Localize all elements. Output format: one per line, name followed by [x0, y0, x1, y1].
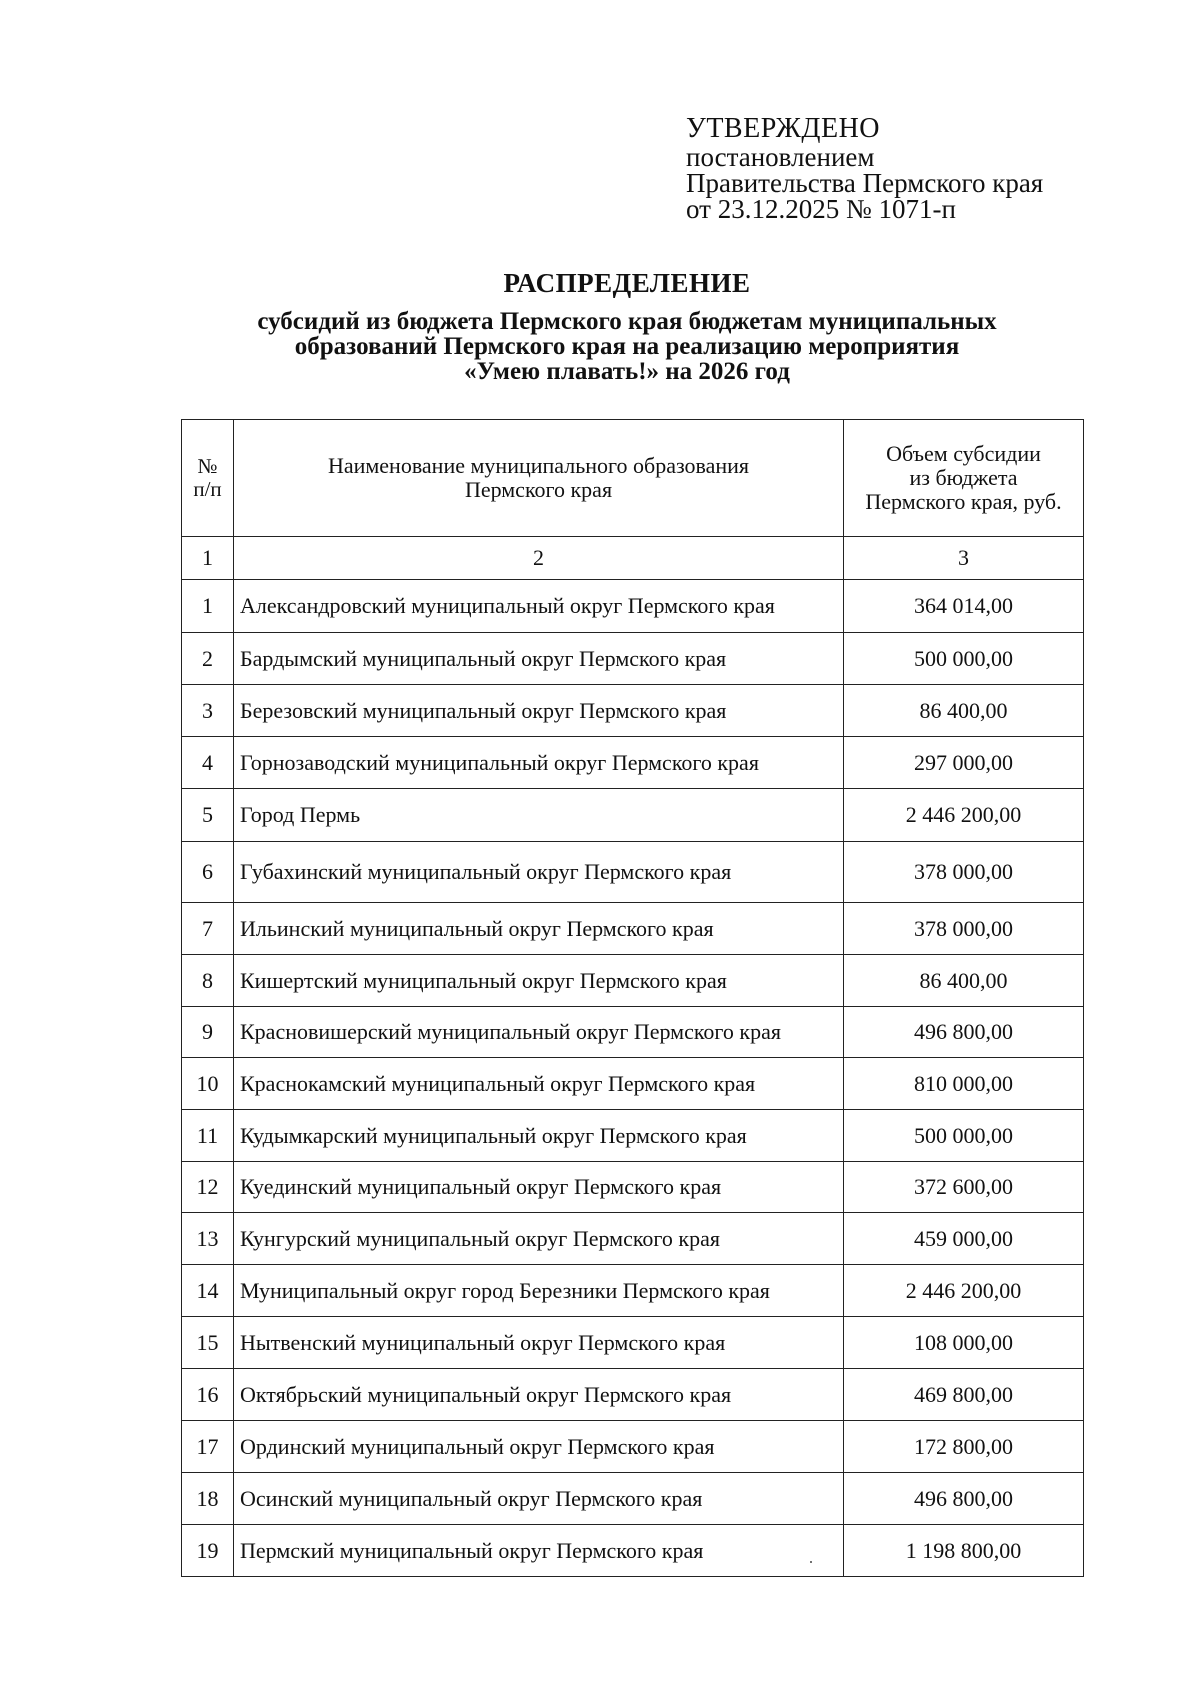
approval-line-1: постановлением [686, 142, 875, 172]
table-row [182, 1007, 1084, 1058]
header-amount-line-3: Пермского края, руб. [865, 489, 1062, 514]
municipality-name: Осинский муниципальный округ Пермского края [234, 1473, 844, 1525]
row-number: 7 [182, 903, 234, 955]
subtitle-line-3: «Умею плавать!» на 2026 год [464, 358, 790, 385]
row-number: 19 [182, 1525, 234, 1577]
row-number: 6 [182, 842, 234, 903]
municipality-name: Город Пермь [234, 789, 844, 842]
row-number: 18 [182, 1473, 234, 1525]
header-amount [844, 420, 1084, 537]
header-number-line-1: № [197, 454, 218, 478]
approval-block [686, 114, 1043, 222]
table-row [182, 842, 1084, 903]
table-row [182, 1525, 1084, 1577]
row-number: 13 [182, 1213, 234, 1265]
table-row [182, 1317, 1084, 1369]
table-header-row [182, 420, 1084, 537]
row-number: 9 [182, 1007, 234, 1058]
column-number-row [182, 537, 1084, 580]
table-row [182, 1473, 1084, 1525]
column-number: 2 [234, 537, 844, 580]
subsidy-amount: 500 000,00 [844, 1110, 1084, 1162]
subtitle-line-2: образований Пермского края на реализацию мероприятия [294, 333, 960, 360]
approval-stamp: УТВЕРЖДЕНО [686, 113, 881, 144]
subsidy-amount: 459 000,00 [844, 1213, 1084, 1265]
municipality-name: Бардымский муниципальный округ Пермского края [234, 633, 844, 685]
row-number: 17 [182, 1421, 234, 1473]
municipality-name: Муниципальный округ город Березники Пермского края [234, 1265, 844, 1317]
header-amount-line-2: из бюджета [909, 465, 1018, 490]
subsidy-table [181, 419, 1084, 1577]
municipality-name: Красновишерский муниципальный округ Пермского края [234, 1007, 844, 1058]
row-number: 15 [182, 1317, 234, 1369]
municipality-name: Ординский муниципальный округ Пермского края [234, 1421, 844, 1473]
header-municipality-line-2: Пермского края [464, 477, 613, 502]
subsidy-amount: 297 000,00 [844, 737, 1084, 789]
table-row [182, 789, 1084, 842]
table-row [182, 1265, 1084, 1317]
table-row [182, 737, 1084, 789]
municipality-name: Пермский муниципальный округ Пермского края [234, 1525, 844, 1577]
table-row [182, 685, 1084, 737]
row-number: 11 [182, 1110, 234, 1162]
table-row [182, 1213, 1084, 1265]
scan-mark [810, 1561, 812, 1563]
row-number: 3 [182, 685, 234, 737]
table-row [182, 633, 1084, 685]
subsidy-amount: 172 800,00 [844, 1421, 1084, 1473]
municipality-name: Александровский муниципальный округ Пермского края [234, 580, 844, 633]
subtitle-line-1: субсидий из бюджета Пермского края бюджетам муниципальных [257, 308, 997, 335]
table-row [182, 955, 1084, 1007]
approval-line-3: от 23.12.2025 № 1071-п [686, 194, 956, 224]
municipality-name: Краснокамский муниципальный округ Пермского края [234, 1058, 844, 1110]
header-municipality [234, 420, 844, 537]
row-number: 8 [182, 955, 234, 1007]
subsidy-amount: 496 800,00 [844, 1007, 1084, 1058]
municipality-name: Березовский муниципальный округ Пермского края [234, 685, 844, 737]
row-number: 12 [182, 1162, 234, 1213]
approval-line-2: Правительства Пермского края [686, 168, 1044, 198]
header-amount-line-1: Объем субсидии [886, 441, 1041, 466]
row-number: 16 [182, 1369, 234, 1421]
document-subtitle [150, 309, 1104, 384]
subsidy-amount: 108 000,00 [844, 1317, 1084, 1369]
table-row [182, 1162, 1084, 1213]
subsidy-amount: 1 198 800,00 [844, 1525, 1084, 1577]
table-row [182, 580, 1084, 633]
municipality-name: Горнозаводский муниципальный округ Пермского края [234, 737, 844, 789]
municipality-name: Нытвенский муниципальный округ Пермского края [234, 1317, 844, 1369]
table-row [182, 1369, 1084, 1421]
municipality-name: Кунгурский муниципальный округ Пермского края [234, 1213, 844, 1265]
header-number [182, 420, 234, 537]
document-title: РАСПРЕДЕЛЕНИЕ [503, 268, 751, 298]
subsidy-amount: 378 000,00 [844, 903, 1084, 955]
subsidy-amount: 372 600,00 [844, 1162, 1084, 1213]
municipality-name: Губахинский муниципальный округ Пермского края [234, 842, 844, 903]
municipality-name: Октябрьский муниципальный округ Пермского края [234, 1369, 844, 1421]
row-number: 10 [182, 1058, 234, 1110]
municipality-name: Ильинский муниципальный округ Пермского края [234, 903, 844, 955]
subsidy-amount: 2 446 200,00 [844, 789, 1084, 842]
header-municipality-line-1: Наименование муниципального образования [327, 453, 750, 478]
table-row [182, 1058, 1084, 1110]
subsidy-amount: 500 000,00 [844, 633, 1084, 685]
table-row [182, 903, 1084, 955]
table-row [182, 1421, 1084, 1473]
subsidy-amount: 364 014,00 [844, 580, 1084, 633]
row-number: 2 [182, 633, 234, 685]
table-row [182, 1110, 1084, 1162]
municipality-name: Куединский муниципальный округ Пермского края [234, 1162, 844, 1213]
subsidy-amount: 86 400,00 [844, 955, 1084, 1007]
row-number: 4 [182, 737, 234, 789]
municipality-name: Кишертский муниципальный округ Пермского края [234, 955, 844, 1007]
subsidy-amount: 86 400,00 [844, 685, 1084, 737]
column-number: 3 [844, 537, 1084, 580]
subsidy-amount: 496 800,00 [844, 1473, 1084, 1525]
row-number: 5 [182, 789, 234, 842]
row-number: 14 [182, 1265, 234, 1317]
subsidy-amount: 2 446 200,00 [844, 1265, 1084, 1317]
subsidy-amount: 810 000,00 [844, 1058, 1084, 1110]
header-number-line-2: п/п [193, 477, 222, 501]
municipality-name: Кудымкарский муниципальный округ Пермского края [234, 1110, 844, 1162]
row-number: 1 [182, 580, 234, 633]
subsidy-amount: 469 800,00 [844, 1369, 1084, 1421]
column-number: 1 [182, 537, 234, 580]
subsidy-amount: 378 000,00 [844, 842, 1084, 903]
